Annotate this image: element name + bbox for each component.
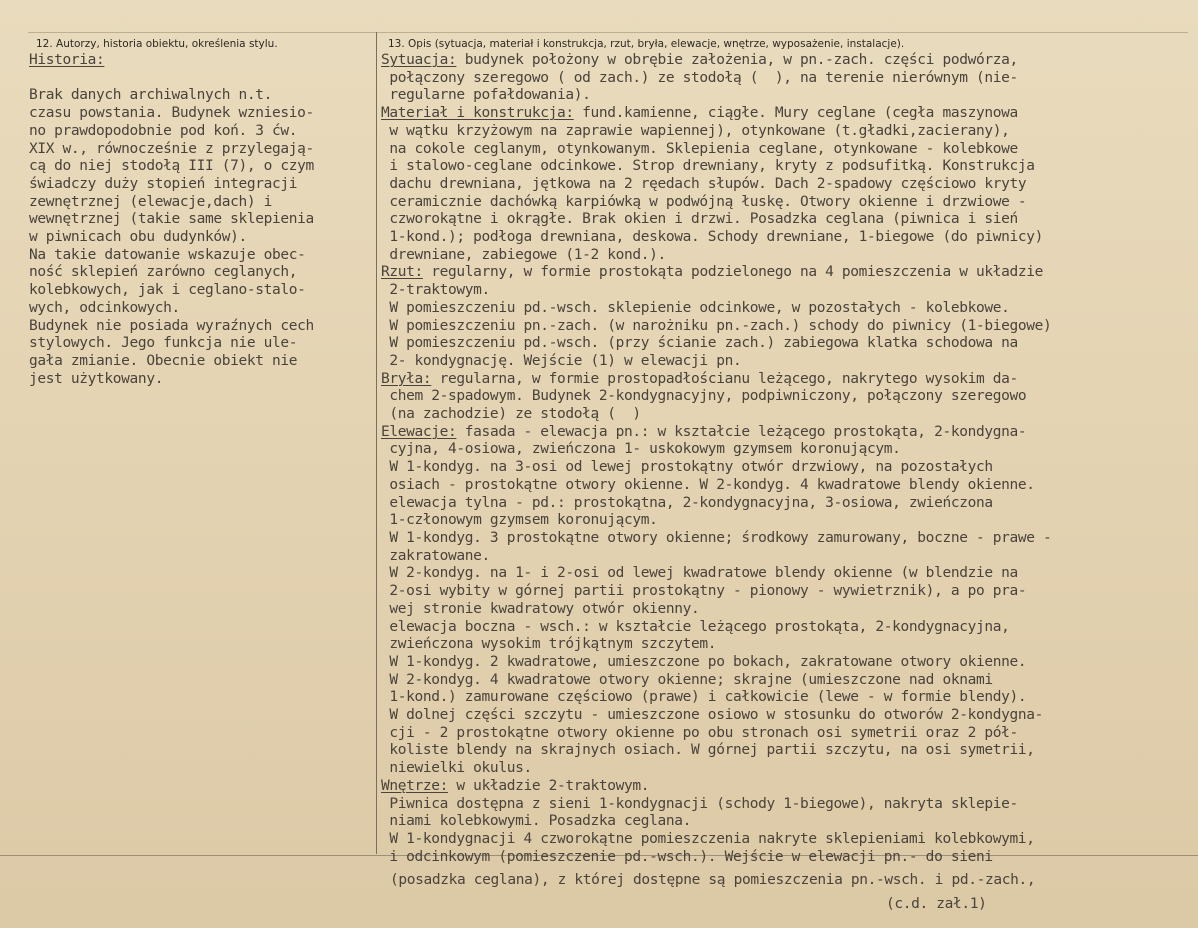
description-line (381, 707, 1051, 725)
line-text: Piwnica dostępna z sieni 1-kondygnacji (schody 1-biegowe), nakryta sklepie- (381, 795, 1018, 812)
line-text: W dolnej części szczytu - umieszczone osiowo w stosunku do otworów 2-kondygna- (381, 707, 1043, 724)
description-line (381, 725, 1051, 743)
line-text: w układzie 2-traktowym. (448, 777, 650, 794)
line-text: regularne pofałdowania). (381, 87, 591, 104)
history-column (29, 52, 314, 388)
description-line (381, 388, 1051, 406)
description-line (381, 300, 1051, 318)
description-line (381, 530, 1051, 548)
description-line (381, 52, 1051, 70)
line-text: 2-traktowym. (381, 282, 490, 299)
section-heading: Rzut: (381, 264, 423, 281)
line-text: koliste blendy na skrajnych osiach. W górnej partii szczytu, na osi symetrii, (381, 742, 1035, 759)
description-line (381, 335, 1051, 353)
description-line (381, 87, 1051, 105)
line-text: zakratowane. (381, 547, 490, 564)
history-line: wych, odcinkowych. (29, 299, 180, 316)
description-line (381, 831, 1051, 849)
description-line (381, 211, 1051, 229)
description-line (381, 796, 1051, 814)
history-line: kolebkowych, jak i ceglano-stalo- (29, 282, 306, 299)
line-text: chem 2-spadowym. Budynek 2-kondygnacyjny, podpiwniczony, połączony szeregowo (381, 388, 1027, 405)
history-line: jest użytkowany. (29, 370, 164, 387)
line-text: niami kolebkowymi. Posadzka ceglana. (381, 813, 692, 830)
history-line: gała zmianie. Obecnie obiekt nie (29, 352, 298, 369)
line-text: osiach - prostokątne otwory okienne. W 2-kondyg. 4 kwadratowe blendy okienne. (381, 476, 1035, 493)
history-line: cą do niej stodołą III (7), o czym (29, 158, 314, 175)
line-text: regularny, w formie prostokąta podzielonego na 4 pomieszczenia w układzie (422, 264, 1044, 281)
line-text: zwieńczona wysokim trójkątnym szczytem. (381, 636, 717, 653)
description-line (381, 760, 1051, 778)
description-line (381, 849, 1051, 867)
history-line: stylowych. Jego funkcja nie ule- (29, 335, 298, 352)
description-line (381, 512, 1051, 530)
line-text: cji - 2 prostokątne otwory okienne po obu stronach osi symetrii oraz 2 pół- (381, 724, 1018, 741)
line-text: i stalowo-ceglane odcinkowe. Strop drewniany, kryty z podsufitką. Konstrukcja (381, 158, 1035, 175)
description-line (381, 318, 1051, 336)
line-text: w wątku krzyżowym na zaprawie wapiennej), otynkowane (t.gładki,zacierany), (381, 122, 1010, 139)
description-line (381, 105, 1051, 123)
line-text: czworokątne i okrągłe. Brak okien i drzwi. Posadzka ceglana (piwnica i sień (381, 211, 1018, 228)
description-line (381, 654, 1051, 672)
history-line: Budynek nie posiada wyraźnych cech (29, 317, 314, 334)
description-line (381, 282, 1051, 300)
description-line (381, 194, 1051, 212)
line-text: na cokole ceglanym, otynkowanym. Sklepienia ceglane, otynkowane - kolebkowe (381, 140, 1018, 157)
description-line (381, 158, 1051, 176)
description-line (381, 672, 1051, 690)
continuation-text: (posadzka ceglana), z której dostępne są pomieszczenia pn.-wsch. i pd.-zach., (390, 872, 1036, 888)
line-text: W 1-kondyg. 2 kwadratowe, umieszczone po bokach, zakratowane otwory okienne. (381, 653, 1027, 670)
line-text: W 1-kondyg. 3 prostokątne otwory okienne; środkowy zamurowany, boczne - prawe - (381, 529, 1052, 546)
line-text: W 1-kondyg. na 3-osi od lewej prostokątny otwór drzwiowy, na pozostałych (381, 459, 993, 476)
history-line: wewnętrznej (takie same sklepienia (29, 211, 314, 228)
continuation-note: (c.d. zał.1) (886, 896, 987, 912)
description-line (381, 141, 1051, 159)
line-text: elewacja tylna - pd.: prostokątna, 2-kondygnacyjna, 3-osiowa, zwieńczona (381, 494, 993, 511)
line-text: wej stronie kwadratowy otwór okienny. (381, 600, 700, 617)
section-13-header: 13. Opis (sytuacja, materiał i konstrukcja, rzut, bryła, elewacje, wnętrze, wyposażenie, instalacje). (388, 38, 905, 50)
history-line: Brak danych archiwalnych n.t. (29, 87, 273, 104)
history-line: Na takie datowanie wskazuje obec- (29, 246, 306, 263)
line-text: i odcinkowym (pomieszczenie pd.-wsch.). Wejście w elewacji pn.- do sieni (381, 848, 993, 865)
line-text: W 1-kondygnacji 4 czworokątne pomieszczenia nakryte sklepieniami kolebkowymi, (381, 830, 1035, 847)
description-line (381, 406, 1051, 424)
line-text: W pomieszczeniu pn.-zach. (w narożniku pn.-zach.) schody do piwnicy (1-biegowe) (381, 317, 1052, 334)
description-line (381, 813, 1051, 831)
section-heading: Elewacje: (381, 423, 457, 440)
line-text: (na zachodzie) ze stodołą ( ) (381, 406, 641, 423)
line-text: 1-kond.) zamurowane częściowo (prawe) i całkowicie (lewe - w formie blendy). (381, 689, 1027, 706)
line-text: 1-kond.); podłoga drewniana, deskowa. Schody drewniane, 1-biegowe (do piwnicy) (381, 229, 1043, 246)
section-heading: Materiał i konstrukcja: (381, 105, 574, 122)
history-line: czasu powstania. Budynek wzniesio- (29, 105, 314, 122)
line-text: ceramicznie dachówką karpiówką w podwójną łuskę. Otwory okienne i drzwiowe - (381, 193, 1027, 210)
history-heading: Historia: (29, 52, 105, 68)
description-line (381, 778, 1051, 796)
history-line: no prawdopodobnie pod koń. 3 ćw. (29, 122, 298, 139)
line-text: fund.kamienne, ciągłe. Mury ceglane (cegła maszynowa (573, 105, 1018, 122)
description-line (381, 689, 1051, 707)
history-line (29, 70, 314, 88)
history-line: zewnętrznej (elewacje,dach) i (29, 193, 273, 210)
description-line (381, 495, 1051, 513)
description-line (381, 636, 1051, 654)
section-12-header: 12. Autorzy, historia obiektu, określenia stylu. (36, 38, 278, 50)
section-heading: Wnętrze: (381, 777, 449, 794)
line-text: niewielki okulus. (381, 760, 532, 777)
section-heading: Sytuacja: (381, 52, 457, 68)
description-line (381, 229, 1051, 247)
section-heading: Bryła: (381, 370, 432, 387)
line-text: drewniane, zabiegowe (1-2 kond.). (381, 246, 666, 263)
description-line (381, 477, 1051, 495)
line-text: cyjna, 4-osiowa, zwieńczona 1- uskokowym gzymsem koronującym. (381, 441, 901, 458)
line-text: regularna, w formie prostopadłościanu leżącego, nakrytego wysokim da- (431, 370, 1018, 387)
description-line (381, 459, 1051, 477)
description-line (381, 619, 1051, 637)
line-text: połączony szeregowo ( od zach.) ze stodołą ( ), na terenie nierównym (nie- (381, 69, 1018, 86)
history-line: XIX w., równocześnie z przylegają- (29, 140, 314, 157)
description-line (381, 123, 1051, 141)
description-line (381, 583, 1051, 601)
line-text: W pomieszczeniu pd.-wsch. (przy ścianie zach.) zabiegowa klatka schodowa na (381, 335, 1018, 352)
history-line: ność sklepień zarówno ceglanych, (29, 264, 298, 281)
description-line (381, 424, 1051, 442)
description-line (381, 742, 1051, 760)
line-text: W 2-kondyg. 4 kwadratowe otwory okienne; skrajne (umieszczone nad oknami (381, 671, 993, 688)
history-line: w piwnicach obu dudynków). (29, 229, 247, 246)
line-text: budynek położony w obrębie założenia, w pn.-zach. części podwórza, (456, 52, 1018, 68)
description-column (381, 52, 1051, 866)
line-text: dachu drewniana, jętkowa na 2 ręedach słupów. Dach 2-spadowy częściowo kryty (381, 175, 1027, 192)
line-text: 2-osi wybity w górnej partii prostokątny - pionowy - wywietrznik), a po pra- (381, 583, 1027, 600)
line-text: 1-członowym gzymsem koronującym. (381, 512, 658, 529)
line-text: fasada - elewacja pn.: w kształcie leżącego prostokąta, 2-kondygna- (456, 423, 1027, 440)
line-text: elewacja boczna - wsch.: w kształcie leżącego prostokąta, 2-kondygnacyjna, (381, 618, 1010, 635)
description-line (381, 565, 1051, 583)
history-line: świadczy duży stopień integracji (29, 175, 298, 192)
description-line (381, 353, 1051, 371)
line-text: W 2-kondyg. na 1- i 2-osi od lewej kwadratowe blendy okienne (w blendzie na (381, 565, 1018, 582)
description-line (381, 371, 1051, 389)
description-line (381, 601, 1051, 619)
description-line (381, 176, 1051, 194)
description-line (381, 548, 1051, 566)
description-line (381, 441, 1051, 459)
description-line (381, 70, 1051, 88)
description-line (381, 264, 1051, 282)
line-text: 2- kondygnację. Wejście (1) w elewacji pn. (381, 352, 742, 369)
description-line (381, 247, 1051, 265)
line-text: W pomieszczeniu pd.-wsch. sklepienie odcinkowe, w pozostałych - kolebkowe. (381, 299, 1010, 316)
